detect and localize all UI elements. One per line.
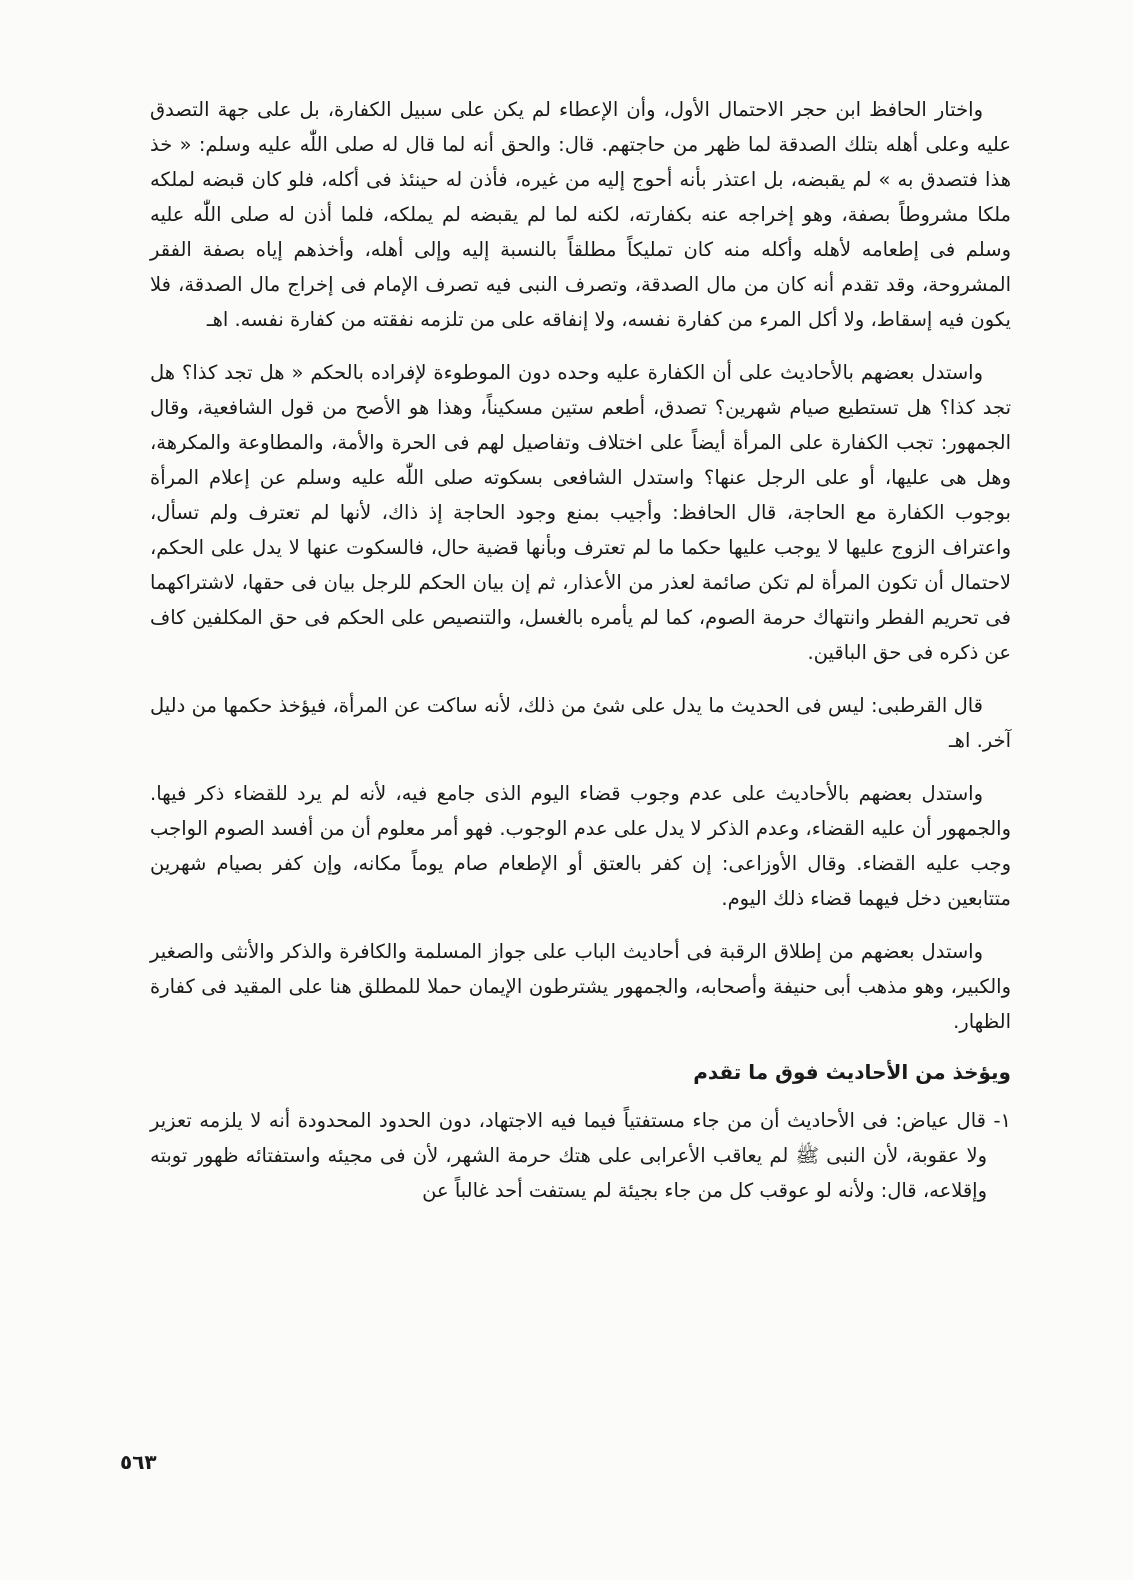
paragraph-4: واستدل بعضهم بالأحاديث على عدم وجوب قضاء اليوم الذى جامع فيه، لأنه لم يرد للقضاء ذكر فيها. والجمهور أن عليه القضاء، وعدم الذكر لا يدل على عدم الوجوب. فهو أمر معلوم أن من أفسد الصوم الواجب وجب عليه القضاء. وقال الأوزاعى: إن كفر بالعتق أو الإطعام صام يوماً مكانه، وإن كفر بصيام شهرين متتابعين دخل فيهما قضاء ذلك اليوم. (150, 782, 1011, 910)
page-body (150, 92, 1011, 1208)
page-number: ٥٦٣ (120, 1450, 157, 1474)
paragraph-2: واستدل بعضهم بالأحاديث على أن الكفارة عليه وحده دون الموطوءة لإفراده بالحكم « هل تجد كذا؟ هل تجد كذا؟ هل تستطيع صيام شهرين؟ تصدق، أطعم ستين مسكيناً، وهذا هو الأصح من قول الشافعية، وقال الجمهور: تجب الكفارة على المرأة أيضاً على اختلاف وتفاصيل لهم فى الحرة والأمة، والمطاوعة والمكرهة، وهل هى عليها، أو على الرجل عنها؟ واستدل الشافعى بسكوته صلى اللّٰه عليه وسلم عن إعلام المرأة بوجوب الكفارة مع الحاجة، قال الحافظ: وأجيب بمنع وجود الحاجة إذ ذاك، لأنها لم تعترف ولم تسأل، واعتراف الزوج عليها لا يوجب عليها حكما ما لم تعترف وبأنها قضية حال، فالسكوت عنها لا يدل على الحكم، لاحتمال أن تكون المرأة لم تكن صائمة لعذر من الأعذار، ثم إن بيان الحكم للرجل بيان فى حقها، لاشتراكهما فى تحريم الفطر وانتهاك حرمة الصوم، كما لم يأمره بالغسل، والتنصيص على الحكم فى حق المكلفين كاف عن ذكره فى حق الباقين. (150, 361, 1011, 664)
paragraph-1: واختار الحافظ ابن حجر الاحتمال الأول، وأن الإعطاء لم يكن على سبيل الكفارة، بل على جهة التصدق عليه وعلى أهله بتلك الصدقة لما ظهر من حاجتهم. قال: والحق أنه لما قال له صلى اللّٰه عليه وسلم: « خذ هذا فتصدق به » لم يقبضه، بل اعتذر بأنه أحوج إليه من غيره، فأذن له حينئذ فى أكله، فلو كان قبضه لملكه ملكا مشروطاً بصفة، وهو إخراجه عنه بكفارته، لكنه لما لم يقبضه لم يملكه، فلما أذن له صلى اللّٰه عليه وسلم فى إطعامه لأهله وأكله منه كان تمليكاً مطلقاً بالنسبة إليه وإلى أهله، وأخذهم إياه بصفة الفقر المشروحة، وقد تقدم أنه كان من مال الصدقة، وتصرف النبى فيه تصرف الإمام فى إخراج مال الصدقة، فلا يكون فيه إسقاط، ولا أكل المرء من كفارة نفسه، ولا إنفاقه على من تلزمه نفقته من كفارة نفسه. اهـ (150, 98, 1011, 331)
section-heading: ويؤخذ من الأحاديث فوق ما تقدم (693, 1060, 1011, 1084)
paragraph-3: قال القرطبى: ليس فى الحديث ما يدل على شئ من ذلك، لأنه ساكت عن المرأة، فيؤخذ حكمها من دليل آخر. اهـ (150, 694, 1011, 752)
paragraph-5: واستدل بعضهم من إطلاق الرقبة فى أحاديث الباب على جواز المسلمة والكافرة والذكر والأنثى والصغير والكبير، وهو مذهب أبى حنيفة وأصحابه، والجمهور يشترطون الإيمان حملا للمطلق هنا على المقيد فى كفارة الظهار. (150, 940, 1011, 1033)
numbered-item-1: ١- قال عياض: فى الأحاديث أن من جاء مستفتياً فيما فيه الاجتهاد، دون الحدود المحدودة أنه لا يلزمه تعزير ولا عقوبة، لأن النبى ﷺ لم يعاقب الأعرابى على هتك حرمة الشهر، لأن فى مجيئه واستفتائه ظهور توبته وإقلاعه، قال: ولأنه لو عوقب كل من جاء بجيئة لم يستفت أحد غالباً عن (150, 1109, 1011, 1202)
